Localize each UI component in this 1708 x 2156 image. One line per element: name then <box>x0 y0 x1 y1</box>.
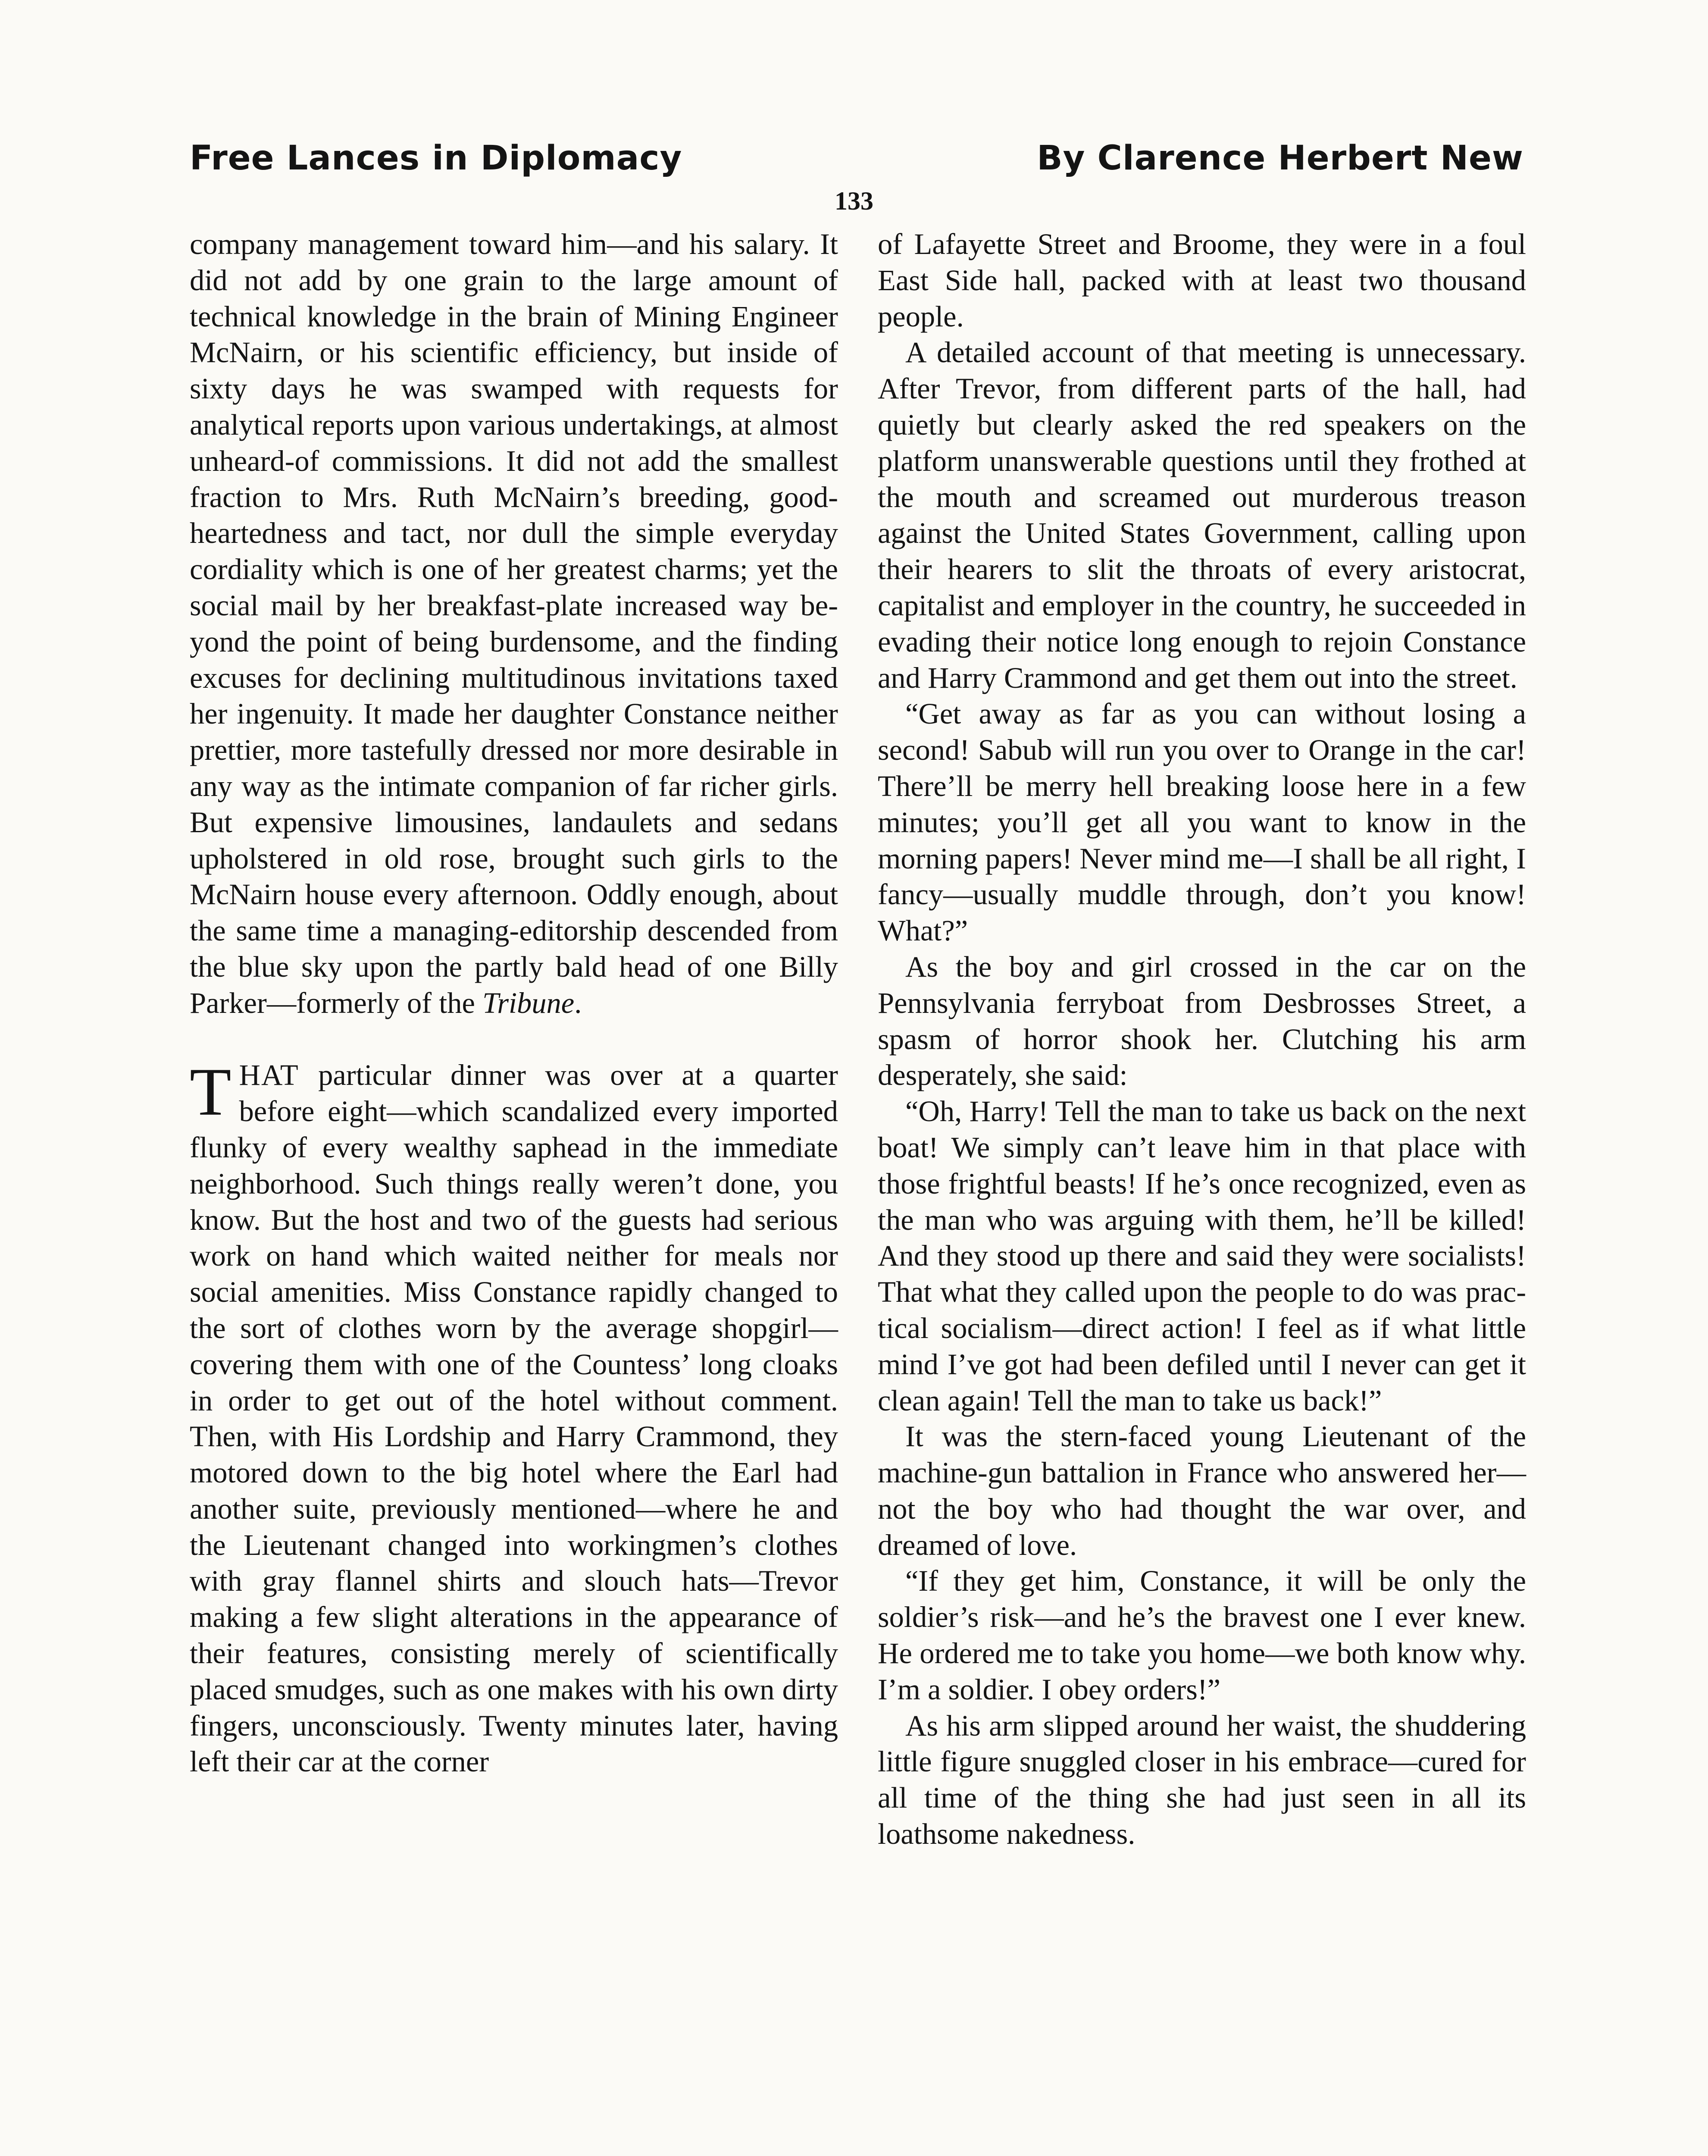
paragraph-text: particular dinner was over at a quarter before eight—which scandalized every imported flunky of every wealthy saphead in the immediate neighborhood. Such things really weren’t done, you know. But the host and two of the guests had serious work on hand which waited neither for meals nor social amenities. Miss Constance rapidly changed to the sort of clothes worn by the average shopgirl—covering them with one of the Countess’ long cloaks in order to get out of the hotel without comment. Then, with His Lordship and Harry Crammond, they motored down to the big hotel where the Earl had another suite, previously mentioned—where he and the Lieutenant changed into workingmen’s clothes with gray flannel shirts and slouch hats—Trevor making a few slight alterations in the appearance of their features, consisting merely of scientifically placed smudges, such as one makes with his own dirty fingers, unconsciously. Twenty minutes later, having left their car at the corner <box>190 1059 838 1778</box>
paragraph: As his arm slipped around her waist, the shuddering little figure snuggled closer in his embrace—cured for all time of the thing she had just seen in all its loathsome nakedness. <box>878 1709 1526 1851</box>
paragraph: A detailed account of that meeting is unnecessary. After Trevor, from different parts of the hall, had quietly but clearly asked the red speakers on the platform unanswerable questions until they frothed at the mouth and screamed out murderous treason against the United States Government, calling upon their hearers to slit the throats of every aristocrat, capitalist and employer in the country, he succeeded in evading their notice long enough to rejoin Constance and Harry Crammond and get them out into the street. <box>878 336 1526 694</box>
paragraph <box>190 226 838 1022</box>
page-number: 133 <box>835 187 873 215</box>
paragraph: “Oh, Harry! Tell the man to take us back on the next boat! We simply can’t leave him in that place with those frightful beasts! If he’s once recognized, even as the man who was arguing with them, he’ll be killed! And they stood up there and said they were socialists! That what they called upon the people to do was practical socialism—direct action! I feel as if what little mind I’ve got had been defiled until I never can get it clean again! Tell the man to take us back!” <box>878 1095 1526 1417</box>
small-caps-lead: HAT <box>239 1059 299 1092</box>
story-title: Free Lances in Diplomacy <box>190 139 682 178</box>
paragraph: “Get away as far as you can without losing a second! Sabub will run you over to Orange in the car! There’ll be merry hell breaking loose here in a few minutes; you’ll get all you want to know in the morning papers! Never mind me—I shall be all right, I fancy—usually muddle through, don’t you know! What?” <box>878 697 1526 947</box>
right-column <box>878 226 1526 2156</box>
drop-cap: T <box>190 1054 231 1130</box>
paragraph: of Lafayette Street and Broome, they were in a foul East Side hall, packed with at least two thousand people. <box>878 228 1526 333</box>
running-head <box>190 139 1523 178</box>
paragraph: As the boy and girl crossed in the car on the Pennsylvania ferryboat from Desbrosses Street, a spasm of horror shook her. Clutching his arm desperately, she said: <box>878 950 1526 1092</box>
paragraph-end: . <box>574 986 582 1019</box>
section-paragraph <box>190 1054 838 1780</box>
author-byline: By Clarence Herbert New <box>1037 139 1523 178</box>
left-column <box>190 226 838 2156</box>
paragraph: It was the stern-faced young Lieutenant of the machine-gun battalion in France who answered her—not the boy who had thought the war over, and dreamed of love. <box>878 1420 1526 1561</box>
newspaper-name: Tribune <box>482 986 575 1019</box>
paragraph-text: company management toward him—and his salary. It did not add by one grain to the large amount of technical knowledge in the brain of Mining Engineer McNairn, or his scientific efficiency, but inside of sixty days he was swamped with requests for analytical reports upon various undertakings, at almost unheard-of commissions. It did not add the smallest fraction to Mrs. Ruth McNairn’s breeding, good-heartedness and tact, nor dull the simple everyday cordiality which is one of her greatest charms; yet the social mail by her breakfast-plate increased way beyond the point of being burdensome, and the finding excuses for declining multitudinous invitations taxed her ingenuity. It made her daughter Constance neither prettier, more tastefully dressed nor more desirable in any way as the intimate companion of far richer girls. But expensive limousines, landaulets and sedans upholstered in old rose, brought such girls to the McNairn house every afternoon. Oddly enough, about the same time a managing-editorship descended from the blue sky upon the partly bald head of one Billy Parker—formerly of the <box>190 228 838 1019</box>
paragraph: “If they get him, Constance, it will be only the soldier’s risk—and he’s the bravest one I ever knew. He ordered me to take you home—we both know why. I’m a soldier. I obey orders!” <box>878 1564 1526 1706</box>
